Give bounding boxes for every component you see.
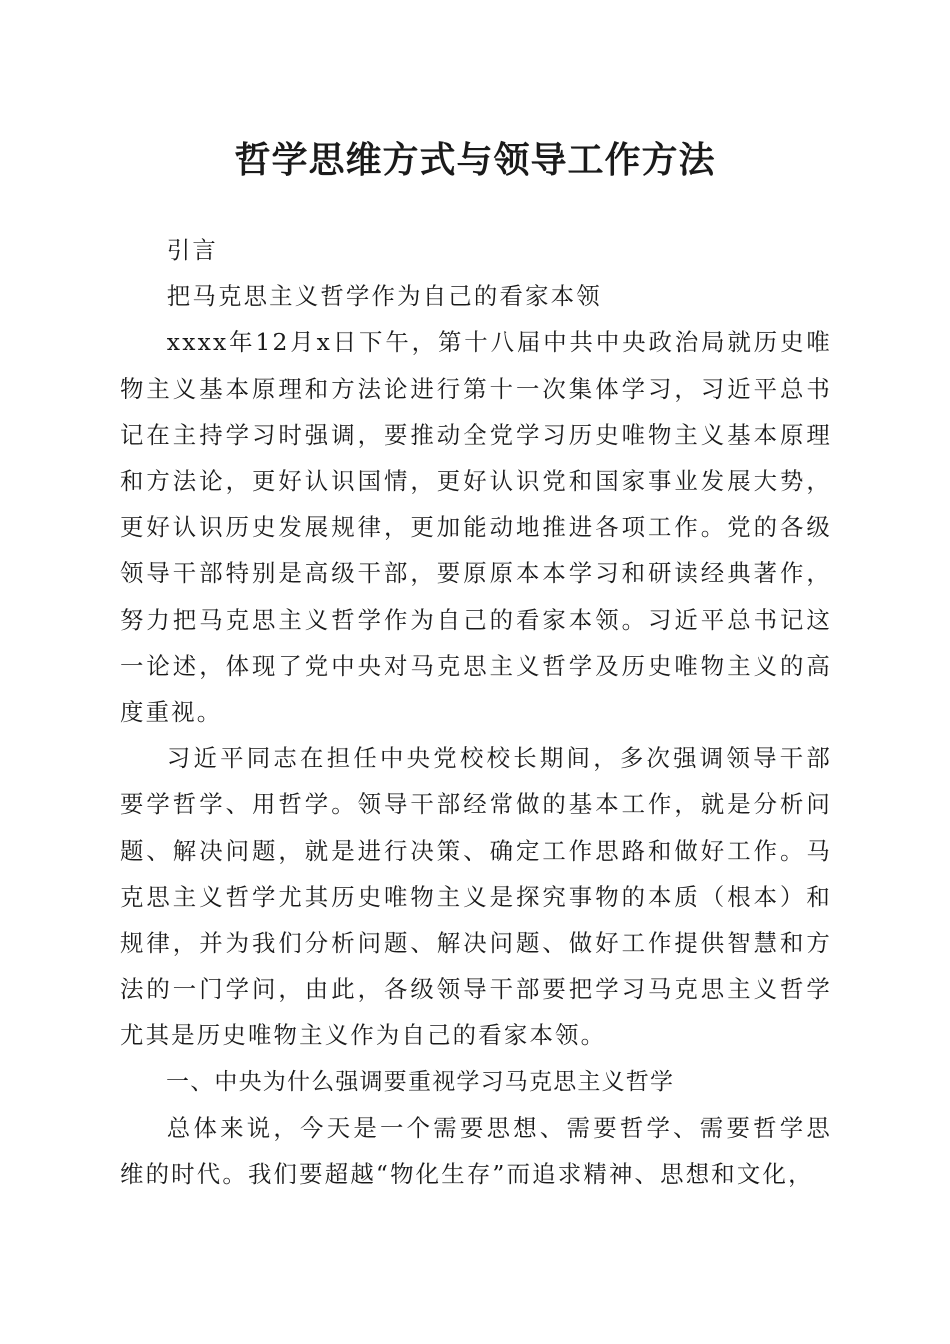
document-title: 哲学思维方式与领导工作方法 (234, 139, 716, 181)
intro-subtitle: 把马克思主义哲学作为自己的看家本领 (166, 282, 602, 311)
body-paragraph: 总体来说，今天是一个需要思想、需要哲学、需要哲学思维的时代。我们要超越“物化生存”而追求精神、思想和文化， (120, 1113, 832, 1189)
intro-label: 引言 (166, 236, 218, 264)
section-heading: 一、中央为什么强调要重视学习马克思主义哲学 (166, 1068, 675, 1095)
document-body (120, 227, 832, 1197)
body-paragraph: 习近平同志在担任中央党校校长期间，多次强调领导干部要学哲学、用哲学。领导干部经常做的基本工作，就是分析问题、解决问题，就是进行决策、确定工作思路和做好工作。马克思主义哲学尤其历史唯物主义是探究事物的本质（根本）和规律，并为我们分析问题、解决问题、做好工作提供智慧和方法的一门学问，由此，各级领导干部要把学习马克思主义哲学尤其是历史唯物主义作为自己的看家本领。 (120, 744, 832, 1050)
body-paragraph: xxxx年12月x日下午，第十八届中共中央政治局就历史唯物主义基本原理和方法论进行第十一次集体学习，习近平总书记在主持学习时强调，要推动全党学习历史唯物主义基本原理和方法论，更好认识国情，更好认识党和国家事业发展大势，更好认识历史发展规律，更加能动地推进各项工作。党的各级领导干部特别是高级干部，要原原本本学习和研读经典著作，努力把马克思主义哲学作为自己的看家本领。习近平总书记这一论述，体现了党中央对马克思主义哲学及历史唯物主义的高度重视。 (120, 328, 832, 727)
